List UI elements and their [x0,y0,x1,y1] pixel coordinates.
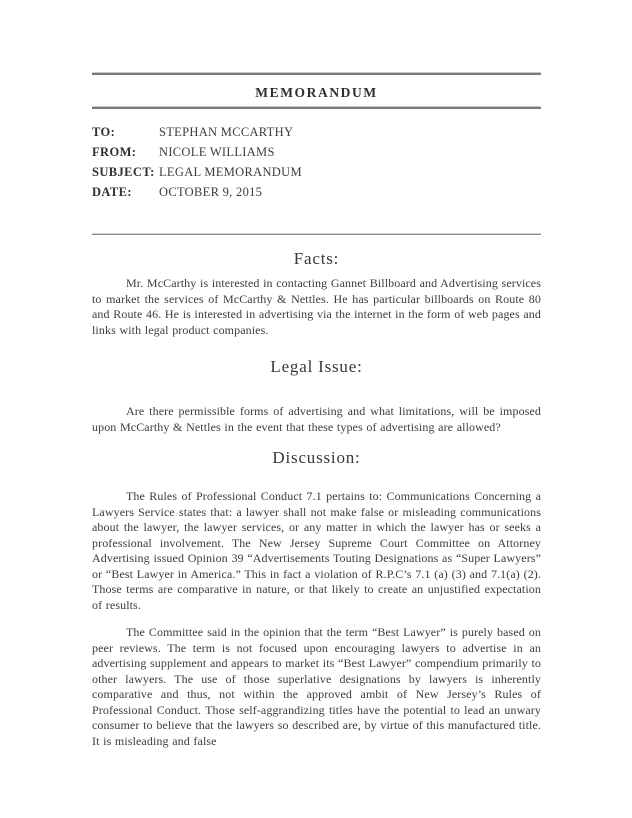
horizontal-rule-top [92,72,541,75]
section-heading-legal-issue: Legal Issue: [270,357,363,376]
meta-label-date: DATE: [92,185,132,199]
legal-issue-paragraph: Are there permissible forms of advertising and what limitations, will be imposed upon McCarthy & Nettles in the event that these types of advertising are allowed? [92,404,541,434]
section-discussion [92,448,541,749]
horizontal-rule-header-separator [92,233,541,235]
memo-document [92,0,541,749]
section-facts [92,249,541,338]
section-heading-discussion: Discussion: [272,448,361,467]
facts-paragraph: Mr. McCarthy is interested in contacting Gannet Billboard and Advertising services to market the services of McCarthy & Nettles. He has particular billboards on Route 80 and Route 46. He is interested in advertising via the internet in the form of web pages and links with legal product companies. [92,276,541,337]
meta-value-subject: LEGAL MEMORANDUM [159,165,302,179]
meta-value-date: OCTOBER 9, 2015 [159,185,263,199]
meta-row-from [92,142,541,162]
memo-title: MEMORANDUM [255,85,378,100]
meta-row-subject [92,162,541,182]
meta-label-subject: SUBJECT: [92,165,155,179]
section-heading-facts: Facts: [293,249,340,268]
discussion-paragraph-1: The Rules of Professional Conduct 7.1 pertains to: Communications Concerning a Lawyers Service states that: a lawyer shall not make false or misleading communications about the lawyer, the lawyer services, or any matter in which the lawyer has or seeks a professional involvement. The New Jersey Supreme Court Committee on Attorney Advertising issued Opinion 39 “Advertisements Touting Designations as “Super Lawyers” or “Best Lawyer in America.” This in fact a violation of R.P.C’s 7.1 (a) (3) and 7.1(a) (2). Those terms are comparative in nature, or that likely to create an unjustified expectation of results. [92,489,541,612]
discussion-paragraph-2: The Committee said in the opinion that the term “Best Lawyer” is purely based on peer reviews. The term is not focused upon encouraging lawyers to advertise in an advertising supplement and appears to market its “Best Lawyer” compendium primarily to other lawyers. The use of those superlative designations by lawyers is inherently comparative and thus, not within the approved ambit of New Jersey’s Rules of Professional Conduct. Those self-aggrandizing titles have the potential to lead an unwary consumer to believe that the lawyers so described are, by virtue of this manufactured title. It is misleading and false [92,625,541,748]
meta-value-to: STEPHAN MCCARTHY [159,125,294,139]
memo-header-block [92,122,541,202]
horizontal-rule-under-title [92,106,541,109]
meta-row-to [92,122,541,142]
meta-value-from: NICOLE WILLIAMS [159,145,275,159]
section-legal-issue [92,357,541,435]
meta-row-date [92,182,541,202]
meta-label-from: FROM: [92,145,137,159]
meta-label-to: TO: [92,125,116,139]
